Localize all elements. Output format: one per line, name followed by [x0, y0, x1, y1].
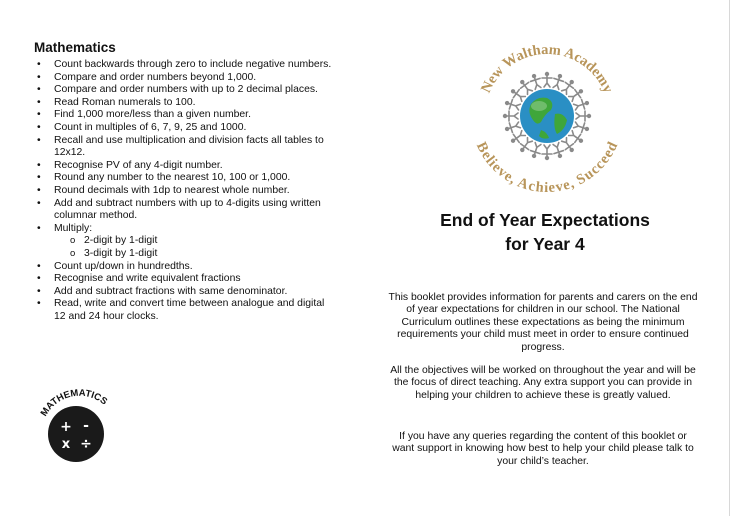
list-item: • Recognise and write equivalent fractions — [34, 273, 334, 286]
child-figure — [573, 120, 591, 134]
mathematics-heading: Mathematics — [34, 40, 116, 55]
list-item: • Round decimals with 1dp to nearest whole number. — [34, 185, 334, 198]
child-figure — [576, 111, 591, 121]
list-item: • Recall and use multiplication and division facts all tables to 12x12. — [34, 135, 334, 160]
child-figure — [551, 142, 565, 160]
mathematics-section — [34, 40, 334, 323]
intro-paragraph: This booklet provides information for parents and carers on the end of year expectations for children in our school. The National Curriculum outlines these expectations as being the minimum requirements your child must meet in order to ensure continued progress. — [388, 292, 698, 353]
times-symbol: x — [61, 437, 71, 452]
multiply-sublist — [70, 235, 334, 260]
child-figure — [503, 120, 521, 134]
plus-symbol: + — [60, 419, 72, 435]
globe-icon — [520, 89, 574, 143]
child-figure — [517, 77, 534, 95]
child-figure — [508, 129, 526, 146]
list-item: • Add and subtract numbers with up to 4-digits using written columnar method. — [34, 198, 334, 223]
sub-list-item: o 3-digit by 1-digit — [70, 248, 334, 261]
logo-top-text: New Waltham Academy — [478, 41, 616, 96]
mathematics-badge-icon — [32, 378, 122, 468]
sub-list-item: o 2-digit by 1-digit — [70, 235, 334, 248]
academy-logo — [467, 36, 627, 196]
child-figure — [529, 142, 543, 160]
child-figure — [542, 145, 552, 160]
child-figure — [560, 77, 577, 95]
child-figure — [567, 129, 585, 146]
child-figure — [508, 86, 526, 103]
title-line-1: End of Year Expectations — [440, 210, 650, 230]
page-title — [390, 208, 700, 256]
child-figure — [542, 72, 552, 87]
child-figure — [529, 72, 543, 90]
multiply-label: Multiply: — [54, 222, 93, 234]
list-item: • Read, write and convert time between analogue and digital 12 and 24 hour clocks. — [34, 298, 334, 323]
child-figure — [567, 86, 585, 103]
queries-paragraph: If you have any queries regarding the content of this booklet or want support in knowing how best to help your child please talk to your child’s teacher. — [392, 431, 694, 467]
list-item: • Find 1,000 more/less than a given number. — [34, 109, 334, 122]
child-figure — [503, 98, 521, 112]
list-item-multiply — [34, 223, 334, 261]
logo-bottom-text: Believe, Achieve, Succeed — [472, 139, 622, 196]
title-line-2: for Year 4 — [505, 234, 585, 254]
list-item: • Recognise PV of any 4-digit number. — [34, 160, 334, 173]
list-item: • Round any number to the nearest 10, 100 or 1,000. — [34, 172, 334, 185]
child-figure — [517, 136, 534, 154]
child-figure — [560, 136, 577, 154]
child-figure — [573, 98, 591, 112]
divide-symbol: ÷ — [80, 436, 92, 452]
child-figure — [503, 111, 518, 121]
list-item: • Count up/down in hundredths. — [34, 261, 334, 274]
list-item: • Read Roman numerals to 100. — [34, 97, 334, 110]
list-item: • Compare and order numbers with up to 2 decimal places. — [34, 84, 334, 97]
list-item: • Add and subtract fractions with same denominator. — [34, 286, 334, 299]
badge-label: MATHEMATICS — [38, 387, 110, 419]
list-item: • Count backwards through zero to include negative numbers. — [34, 59, 334, 72]
list-item: • Compare and order numbers beyond 1,000. — [34, 72, 334, 85]
child-figure — [551, 72, 565, 90]
objectives-list — [34, 59, 334, 323]
list-item: • Count in multiples of 6, 7, 9, 25 and 1000. — [34, 122, 334, 135]
badge-circle — [48, 406, 104, 462]
minus-symbol: - — [83, 418, 89, 434]
objectives-paragraph: All the objectives will be worked on throughout the year and will be the focus of direct teaching. Any extra support you can provide in helping your children to achieve these is greatly valued. — [390, 365, 696, 401]
